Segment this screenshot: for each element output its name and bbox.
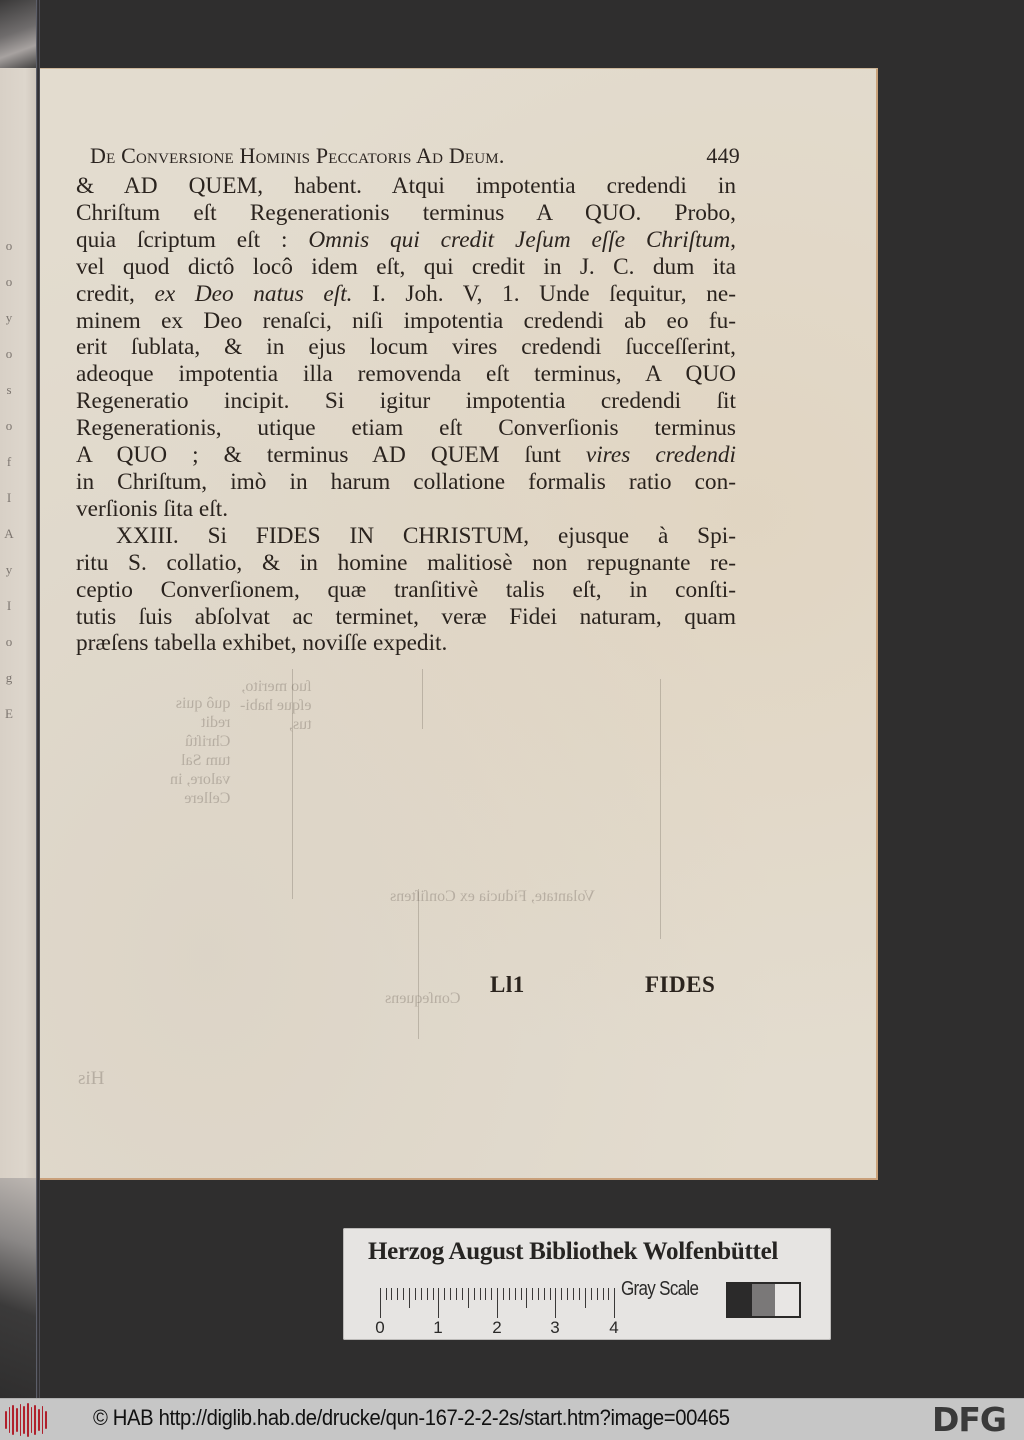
ruler-tick [456, 1288, 457, 1300]
reference-card [343, 1228, 831, 1340]
ruler-tick [462, 1288, 463, 1300]
ruler-tick [421, 1288, 422, 1300]
italic-phrase: vires credendi [585, 442, 736, 469]
ghost-line: Cellere [184, 790, 231, 807]
ghost-line: tum Sal [181, 752, 231, 769]
ruler-tick [397, 1288, 398, 1300]
ghost-line: quô quis [175, 695, 231, 712]
margin-glyph: A [4, 526, 14, 541]
text-line: verſionis ſita eſt. [76, 495, 229, 522]
ruler-number: 1 [433, 1318, 443, 1337]
margin-glyph: y [5, 310, 13, 325]
italic-quote: ex Deo natus eſt. [154, 280, 353, 307]
swatch-dark [728, 1284, 752, 1316]
show-through-text [385, 989, 461, 1008]
ruler-number: 3 [550, 1318, 560, 1337]
ghost-line: Conſequens [385, 990, 461, 1007]
margin-glyph: I [6, 598, 12, 613]
show-through-rule [292, 669, 293, 899]
scale-ruler [375, 1288, 619, 1337]
ruler-tick [526, 1288, 527, 1308]
text-fragment: credit, [76, 280, 155, 307]
running-head-title: De Conversione Hominis Peccatoris Ad Deum. [90, 143, 505, 168]
text-line: Chriſtum eſt Regenerationis terminus A QUO. Probo, [76, 199, 736, 226]
library-name: Herzog August Bibliothek Wolfenbüttel [368, 1238, 779, 1265]
sleeve-reflection [0, 0, 36, 70]
ruler-tick [550, 1288, 551, 1300]
ghost-line: valore, in [170, 771, 231, 788]
ruler-tick [555, 1288, 556, 1318]
previous-page-strip [0, 68, 36, 1178]
book-page [40, 68, 878, 1180]
ghost-line: Chriſtû [185, 733, 231, 750]
ruler-tick [474, 1288, 475, 1300]
dfg-logo[interactable]: DFG [932, 1400, 1007, 1439]
margin-glyph: o [5, 238, 13, 253]
ruler-tick [544, 1288, 545, 1300]
ruler-tick [573, 1288, 574, 1300]
text-line [76, 281, 736, 308]
swatch-light [775, 1284, 799, 1316]
show-through-rule [660, 679, 661, 939]
ruler-tick [386, 1288, 387, 1300]
text-line: minem ex Deo renaſci, niſi impotentia credendi ab eo fu- [76, 307, 736, 334]
ruler-tick [438, 1288, 439, 1318]
text-line: & AD QUEM, habent. Atqui impotentia credendi in [76, 173, 736, 199]
ruler-number: 0 [375, 1318, 385, 1337]
ruler-tick [485, 1288, 486, 1300]
margin-glyph: o [5, 634, 13, 649]
margin-glyph: o [5, 418, 13, 433]
text-line: Regeneratio incipit. Si igitur impotentia credendi ſit [76, 388, 736, 415]
ruler-tick [597, 1288, 598, 1300]
ghost-line: eſque habi- [240, 697, 312, 714]
running-head [90, 143, 740, 175]
ruler-tick [538, 1288, 539, 1300]
hab-logo-icon[interactable] [5, 1403, 47, 1437]
show-through-text [170, 694, 230, 808]
text-line: præſens tabella exhibet, noviſſe expedit. [76, 630, 448, 657]
ruler-tick [433, 1288, 434, 1300]
ghost-line: ſuo merito, [241, 678, 312, 695]
ruler-tick [603, 1288, 604, 1300]
text-fragment: A QUO ; & terminus AD QUEM ſunt [76, 442, 586, 469]
margin-glyph: g [5, 670, 13, 685]
margin-glyph: E [5, 706, 13, 721]
ghost-line: tus, [288, 716, 312, 733]
show-through-text [390, 887, 595, 906]
previous-page-margin-letters [2, 228, 16, 732]
margin-glyph: f [6, 454, 12, 469]
ruler-tick [450, 1288, 451, 1300]
footer-bar [0, 1398, 1024, 1440]
margin-glyph: o [5, 274, 13, 289]
catchword: FIDES [645, 972, 716, 997]
text-line: ritu S. collatio, & in homine malitiosè non repugnante re- [76, 549, 736, 576]
copyright-link[interactable]: © HAB http://diglib.hab.de/drucke/qun-167-2-2-2s/start.htm?image=00465 [93, 1405, 730, 1430]
margin-glyph: s [6, 382, 12, 397]
text-line: in Chriſtum, imò in harum collatione formalis ratio con- [76, 468, 736, 495]
ruler-tick [409, 1288, 410, 1308]
margin-glyph: y [5, 562, 13, 577]
ruler-tick [567, 1288, 568, 1300]
margin-glyph: o [5, 346, 13, 361]
ruler-tick [614, 1288, 615, 1318]
signature-mark: Ll1 [490, 972, 525, 997]
sleeve-reflection-bottom [0, 1178, 36, 1398]
ruler-tick [480, 1288, 481, 1300]
ruler-tick [444, 1288, 445, 1300]
ghost-line: His [78, 1068, 105, 1089]
ruler-tick [415, 1288, 416, 1300]
margin-glyph: I [6, 490, 12, 505]
gray-scale-swatches [726, 1282, 801, 1318]
text-line [76, 227, 736, 254]
section-heading-line: XXIII. Si FIDES IN CHRISTUM, ejusque à Spi- [116, 522, 736, 549]
ruler-tick [491, 1288, 492, 1300]
text-line: adeoque impotentia illa removenda eſt terminus, A QUO [76, 361, 736, 388]
ruler-tick [521, 1288, 522, 1300]
ruler-tick [532, 1288, 533, 1300]
text-line: erit ſublata, & in ejus locum vires credendi ſucceſſerint, [76, 334, 736, 361]
ruler-tick [585, 1288, 586, 1308]
show-through-text [78, 1069, 104, 1088]
text-fragment: I. Joh. V, 1. Unde ſequitur, ne- [352, 280, 737, 307]
ruler-tick [503, 1288, 504, 1300]
show-through-text [240, 677, 312, 734]
italic-quote: Omnis qui credit Jeſum eſſe Chriſtum, [308, 226, 736, 253]
body-text [76, 173, 736, 657]
ruler-tick [468, 1288, 469, 1308]
ruler-tick [561, 1288, 562, 1300]
text-line: ceptio Converſionem, quæ tranſitivè talis eſt, in conſti- [76, 576, 736, 603]
show-through-rule [422, 669, 423, 729]
text-fragment: quia ſcriptum eſt : [76, 226, 309, 253]
ruler-tick [515, 1288, 516, 1300]
gray-scale-label: Gray Scale [621, 1278, 699, 1300]
text-line: Regenerationis, utique etiam eſt Converſionis terminus [76, 415, 736, 442]
ruler-number: 4 [609, 1318, 619, 1337]
ruler-number: 2 [492, 1318, 502, 1337]
ruler-tick [509, 1288, 510, 1300]
ruler-tick [427, 1288, 428, 1300]
ruler-tick [579, 1288, 580, 1300]
page-number: 449 [706, 143, 740, 168]
ruler-tick [608, 1288, 609, 1300]
text-line [76, 442, 736, 469]
ruler-tick [591, 1288, 592, 1300]
ghost-line: Volantate, Fiducia ex Conſiſtens [390, 888, 596, 905]
swatch-mid [752, 1284, 776, 1316]
ruler-tick [391, 1288, 392, 1300]
ghost-line: redit [201, 714, 231, 731]
ruler-tick [497, 1288, 498, 1318]
text-line: vel quod dictô locô idem eſt, qui credit in J. C. dum ita [76, 253, 736, 280]
ruler-tick [380, 1288, 381, 1318]
text-line: tutis ſuis abſolvat ac terminet, veræ Fidei naturam, quam [76, 603, 736, 630]
show-through-rule [418, 889, 419, 1039]
ruler-tick [403, 1288, 404, 1300]
